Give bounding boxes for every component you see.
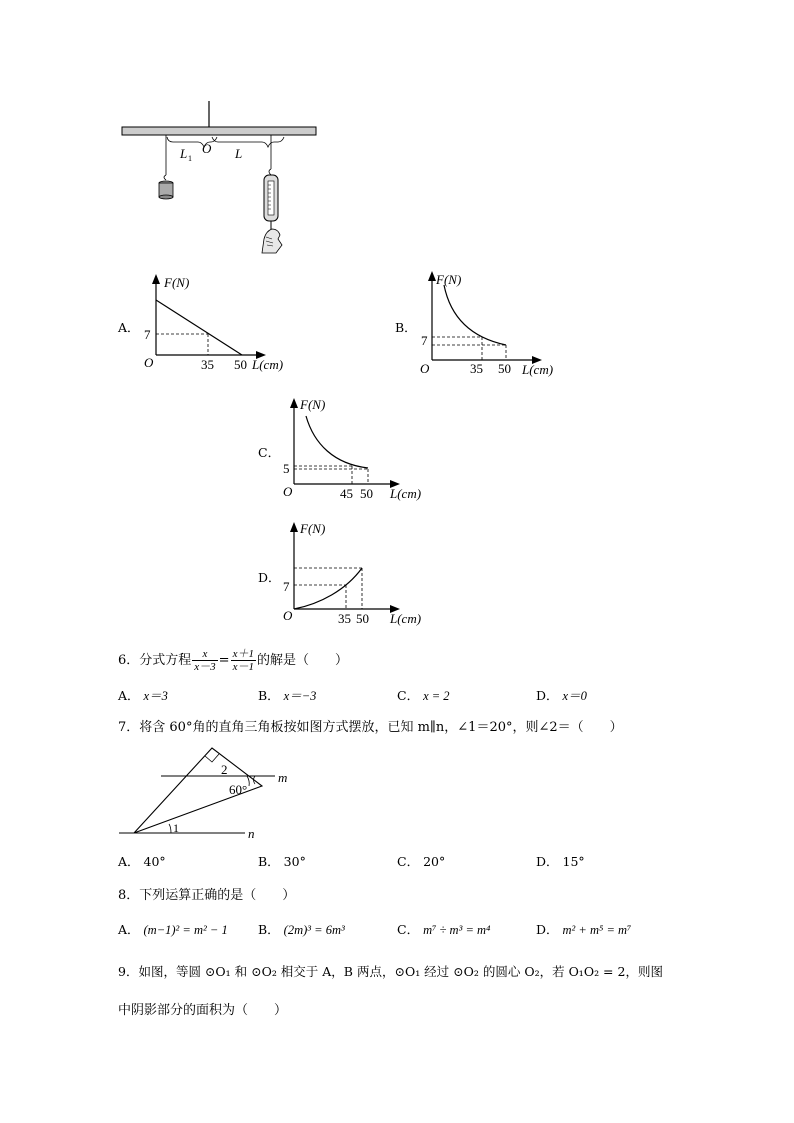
label-l1: L [180, 146, 188, 161]
lever-figure [110, 95, 330, 260]
question-7: 7．将含 60°角的直角三角板按如图方式摆放，已知 m∥n，∠1＝20°，则∠2＝（ ） [118, 720, 623, 735]
q6-option-c [397, 686, 450, 704]
q8-option-a-letter: A． [118, 922, 140, 937]
q6-option-a-value: x＝3 [143, 689, 168, 703]
graph-b-y-label: F(N) [436, 272, 462, 287]
label-l1-sub: 1 [188, 154, 192, 163]
q8-option-b-value: (2m)³ = 6m³ [283, 923, 345, 937]
graph-b-y-tick: 7 [421, 333, 428, 348]
graph-b-x-label: L(cm) [522, 362, 554, 377]
q7-option-d-value: 15° [562, 854, 585, 869]
q7-label-m: m [278, 770, 288, 785]
q6-equals: = [218, 653, 230, 668]
label-l: L [235, 146, 243, 161]
graph-b-x-tick-2: 50 [498, 361, 511, 376]
graph-a-origin: O [144, 355, 154, 370]
graph-a-x-label: L(cm) [252, 357, 284, 372]
graph-c-x-label: L(cm) [390, 486, 422, 501]
q6-option-a [118, 686, 168, 704]
graph-b-x-tick-1: 35 [470, 361, 483, 376]
graph-a-x-tick-2: 50 [234, 357, 247, 372]
graph-a [140, 270, 300, 375]
q8-option-c-value: m⁷ ÷ m³ = m⁴ [423, 923, 491, 937]
q7-option-d-letter: D． [536, 854, 559, 869]
graph-d-x-label: L(cm) [390, 611, 422, 626]
q7-option-a-letter: A． [118, 854, 140, 869]
q8-option-d-value: m² + m⁵ = m⁷ [562, 923, 632, 937]
graph-c-x-tick-1: 45 [340, 486, 353, 501]
option-b-letter: B． [395, 320, 417, 335]
q7-option-d [536, 852, 585, 870]
q7-triangle-figure [115, 740, 288, 845]
q8-option-d-letter: D． [536, 922, 559, 937]
q6-option-d-value: x＝0 [562, 689, 587, 703]
q8-option-a-value: (m−1)² = m² − 1 [143, 923, 228, 937]
q6-option-b-value: x＝−3 [283, 689, 317, 703]
q6-prefix: 6．分式方程 [118, 653, 192, 668]
graph-d [280, 516, 440, 628]
q7-label-angle60: 60° [229, 782, 248, 797]
graph-d-origin: O [283, 608, 293, 623]
label-o: O [202, 141, 212, 156]
graph-c-y-tick: 5 [283, 461, 290, 476]
graph-b [418, 265, 578, 380]
question-8: 8．下列运算正确的是（ ） [118, 888, 296, 903]
graph-c-x-tick-2: 50 [360, 486, 373, 501]
graph-d-x-tick-2: 50 [356, 611, 369, 626]
graph-c [280, 392, 440, 504]
q6-option-c-letter: C． [397, 688, 420, 703]
q6-option-c-value: x = 2 [423, 689, 450, 703]
graph-b-origin: O [420, 361, 430, 376]
q6-option-b-letter: B． [258, 688, 280, 703]
question-9-line-2: 中阴影部分的面积为（ ） [118, 1003, 288, 1018]
q8-option-c [397, 920, 490, 938]
q8-option-b [258, 920, 345, 938]
q6-frac2-num: x＋1 [232, 648, 254, 660]
q6-frac1-den: x－3 [194, 661, 216, 673]
q7-option-c [397, 852, 445, 870]
q7-label-angle2: 2 [221, 762, 228, 777]
q6-frac2-den: x－1 [232, 661, 254, 673]
q6-frac1-num: x [192, 648, 217, 661]
q8-option-b-letter: B． [258, 922, 280, 937]
q6-option-d-letter: D． [536, 688, 559, 703]
graph-d-y-tick: 7 [283, 579, 290, 594]
graph-c-y-label: F(N) [300, 397, 326, 412]
graph-a-y-label: F(N) [164, 275, 190, 290]
q6-suffix: 的解是（ ） [256, 653, 348, 668]
q7-label-n: n [248, 826, 255, 841]
graph-d-x-tick-1: 35 [338, 611, 351, 626]
option-a-letter: A． [118, 320, 140, 335]
question-6 [118, 648, 348, 673]
graph-c-origin: O [283, 484, 293, 499]
q6-option-a-letter: A． [118, 688, 140, 703]
q7-option-b-value: 30° [283, 854, 306, 869]
option-c-letter: C． [258, 445, 281, 460]
q7-option-a [118, 852, 166, 870]
graph-a-y-tick: 7 [144, 327, 151, 342]
q7-option-c-letter: C． [397, 854, 420, 869]
question-9-line-1: 9．如图，等圆 ⊙O₁ 和 ⊙O₂ 相交于 A，B 两点，⊙O₁ 经过 ⊙O₂ 的圆心 O₂，若 O₁O₂ = 2，则图 [118, 964, 663, 979]
q7-option-c-value: 20° [423, 854, 446, 869]
option-d-letter: D． [258, 570, 281, 585]
q8-option-a [118, 920, 228, 938]
q8-option-d [536, 920, 631, 938]
q7-label-angle1: 1 [173, 821, 179, 835]
q8-option-c-letter: C． [397, 922, 420, 937]
q7-option-a-value: 40° [143, 854, 166, 869]
q6-fraction-2 [231, 648, 256, 673]
q7-option-b-letter: B． [258, 854, 280, 869]
q7-option-b [258, 852, 306, 870]
q6-option-d [536, 686, 587, 704]
q6-fraction-1 [192, 648, 217, 673]
graph-d-y-label: F(N) [300, 521, 326, 536]
graph-a-x-tick-1: 35 [201, 357, 214, 372]
q6-option-b [258, 686, 316, 704]
